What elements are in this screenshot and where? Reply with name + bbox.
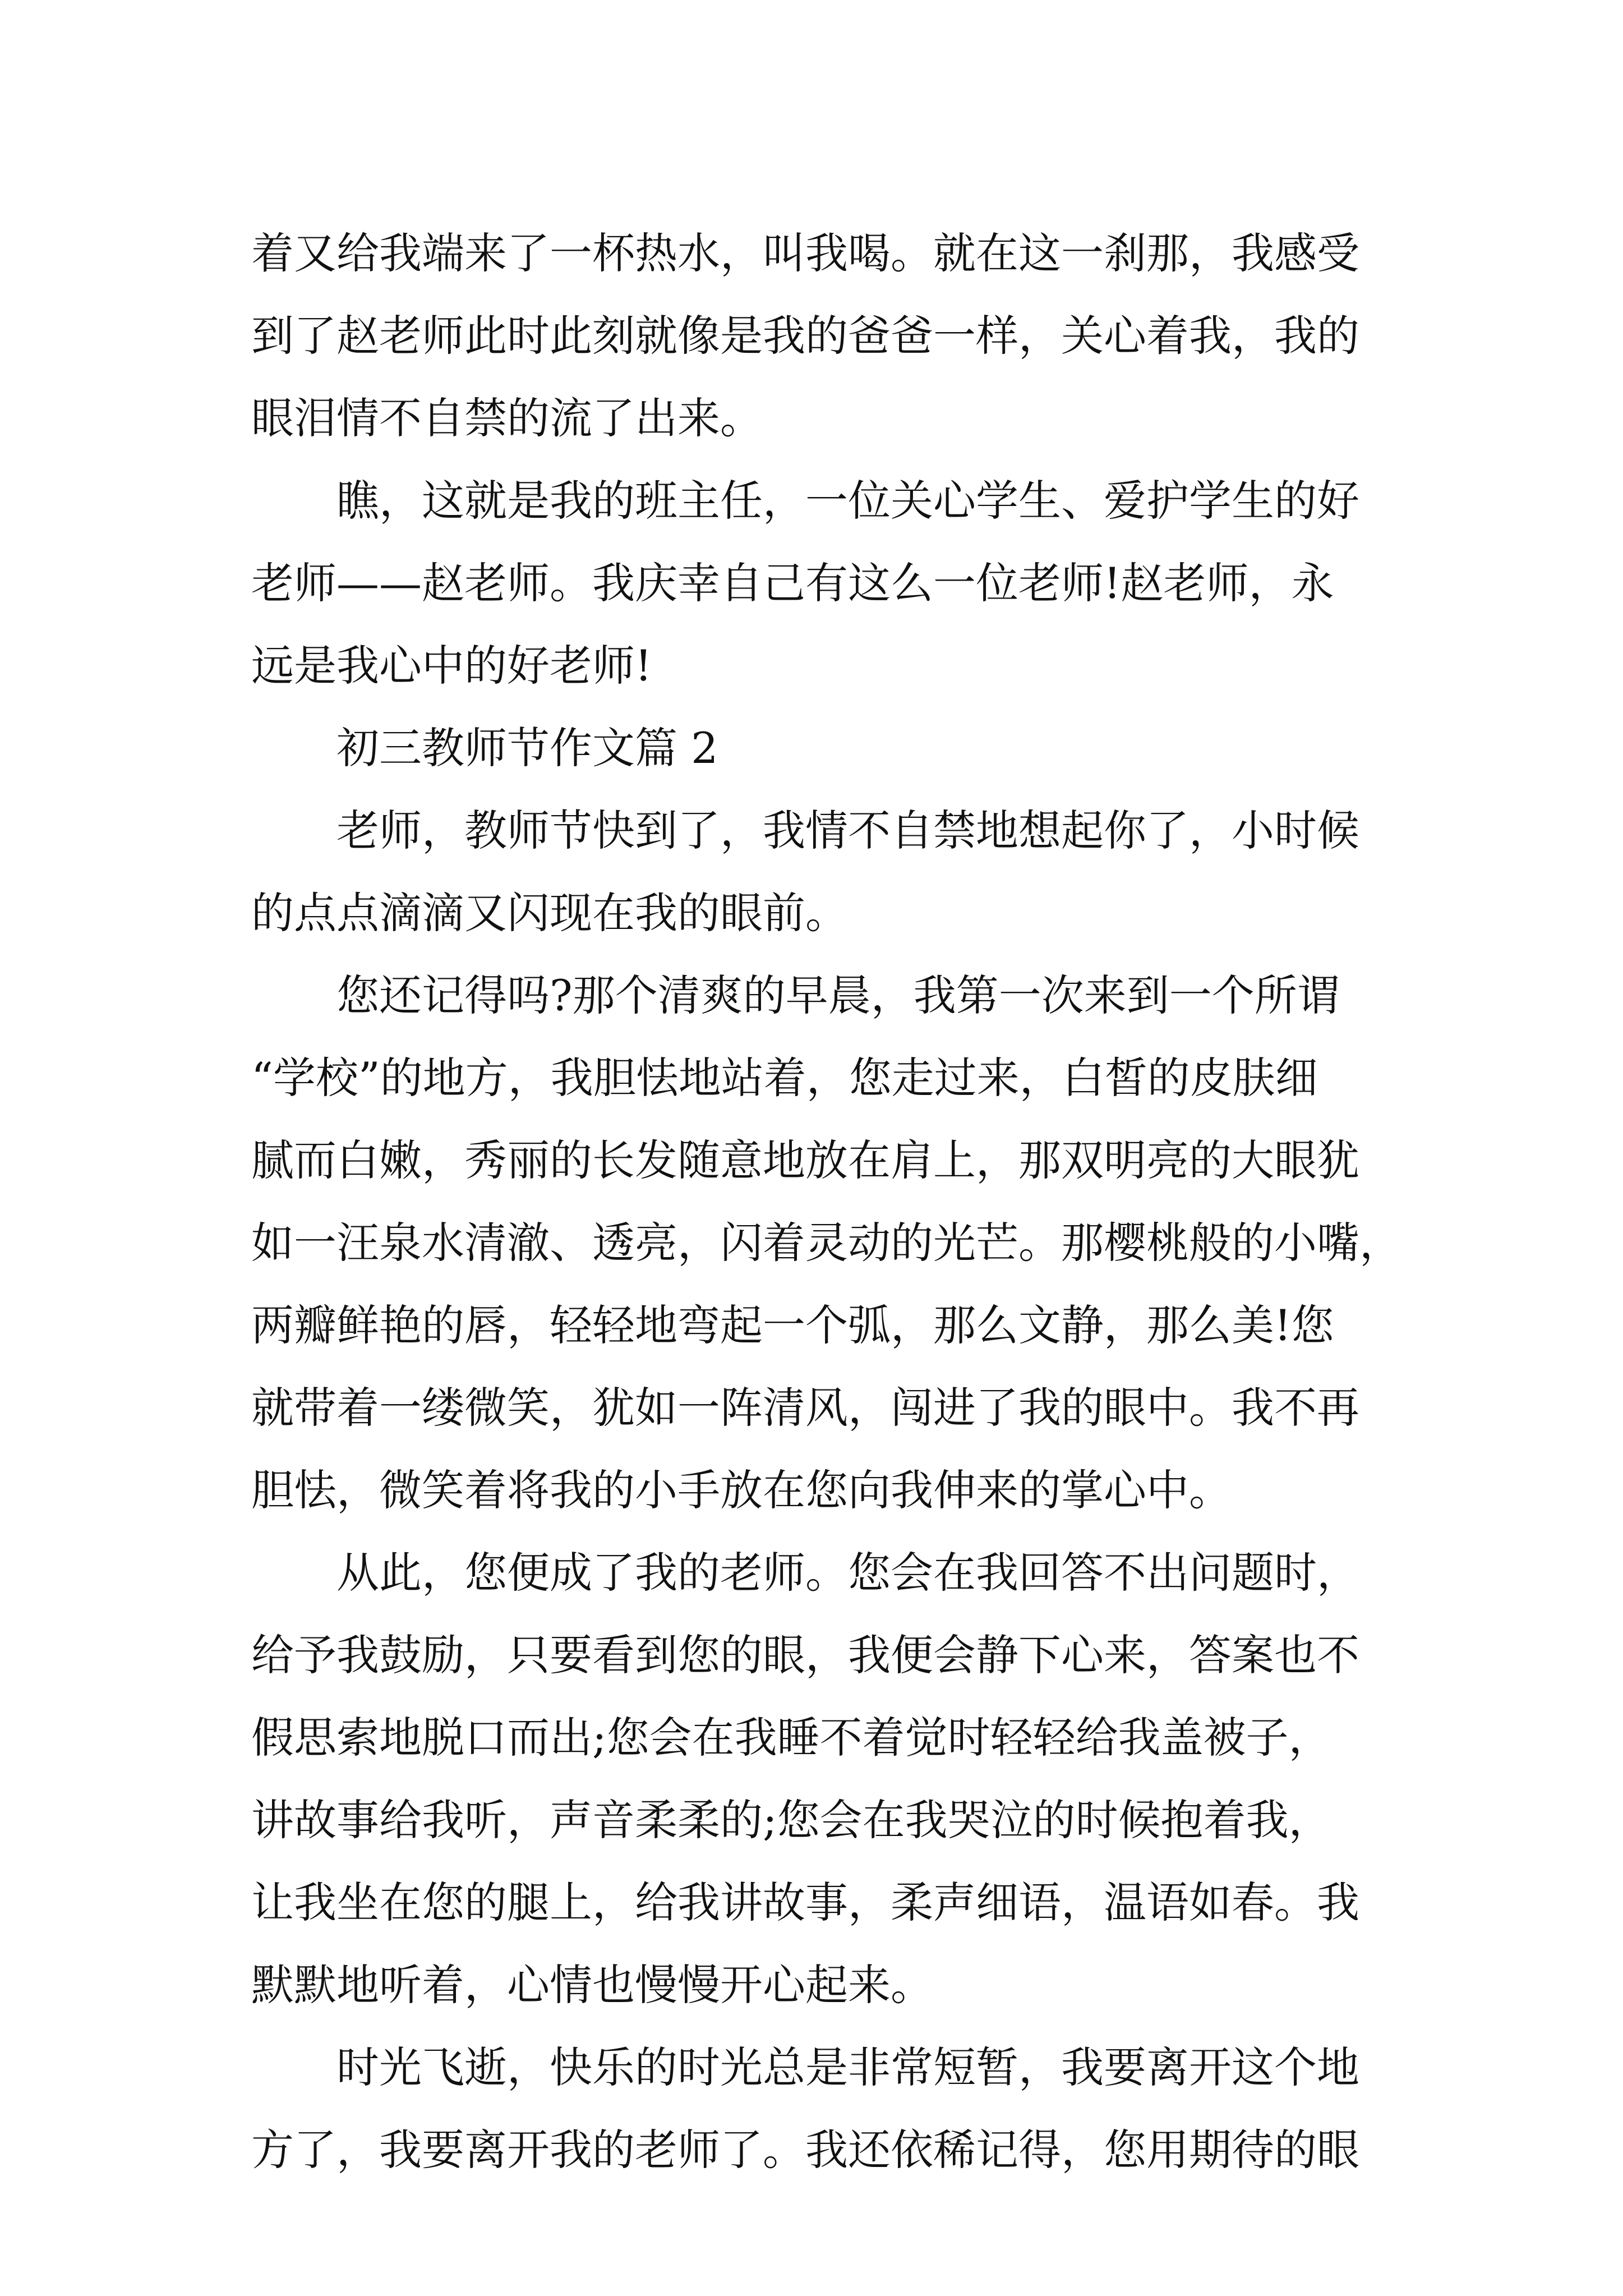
text-line: 默默地听着，心情也慢慢开心起来。 [251,1960,933,2010]
text-line: 让我坐在您的腿上，给我讲故事，柔声细语，温语如春。我 [251,1878,1359,1927]
text-line: 就带着一缕微笑，犹如一阵清风，闯进了我的眼中。我不再 [251,1383,1359,1433]
text-line: 远是我心中的好老师! [251,641,652,691]
text-line: 到了赵老师此时此刻就像是我的爸爸一样，关心着我，我的 [251,311,1359,361]
text-line: 腻而白嫩，秀丽的长发随意地放在肩上，那双明亮的大眼犹 [251,1135,1359,1185]
text-line: 讲故事给我听，声音柔柔的;您会在我哭泣的时候抱着我， [251,1795,1331,1845]
section-heading: 初三教师节作文篇 2 [251,723,718,773]
text-line: 方了，我要离开我的老师了。我还依稀记得，您用期待的眼 [251,2125,1359,2175]
text-line: 时光飞逝，快乐的时光总是非常短暂，我要离开这个地 [251,2042,1359,2092]
text-line: 瞧，这就是我的班主任，一位关心学生、爱护学生的好 [251,476,1359,526]
text-line: 的点点滴滴又闪现在我的眼前。 [251,888,848,938]
text-line: “学校”的地方，我胆怯地站着，您走过来，白皙的皮肤细 [251,1053,1318,1103]
text-line: 从此，您便成了我的老师。您会在我回答不出问题时， [251,1548,1359,1598]
document-body [251,212,1401,2191]
text-line: 两瓣鲜艳的唇，轻轻地弯起一个弧，那么文静，那么美!您 [251,1300,1334,1350]
text-line: 眼泪情不自禁的流了出来。 [251,393,763,443]
text-line: 假思索地脱口而出;您会在我睡不着觉时轻轻给我盖被子， [251,1713,1331,1763]
text-line: 如一汪泉水清澈、透亮，闪着灵动的光芒。那樱桃般的小嘴， [251,1218,1402,1268]
text-line: 您还记得吗?那个清爽的早晨，我第一次来到一个所谓 [251,970,1340,1020]
text-line: 胆怯，微笑着将我的小手放在您向我伸来的掌心中。 [251,1465,1232,1515]
text-line: 着又给我端来了一杯热水，叫我喝。就在这一刹那，我感受 [251,228,1359,278]
text-line: 给予我鼓励，只要看到您的眼，我便会静下心来，答案也不 [251,1630,1359,1680]
text-line: 老师——赵老师。我庆幸自己有这么一位老师!赵老师，永 [251,558,1334,608]
text-line: 老师，教师节快到了，我情不自禁地想起你了，小时候 [251,806,1359,855]
